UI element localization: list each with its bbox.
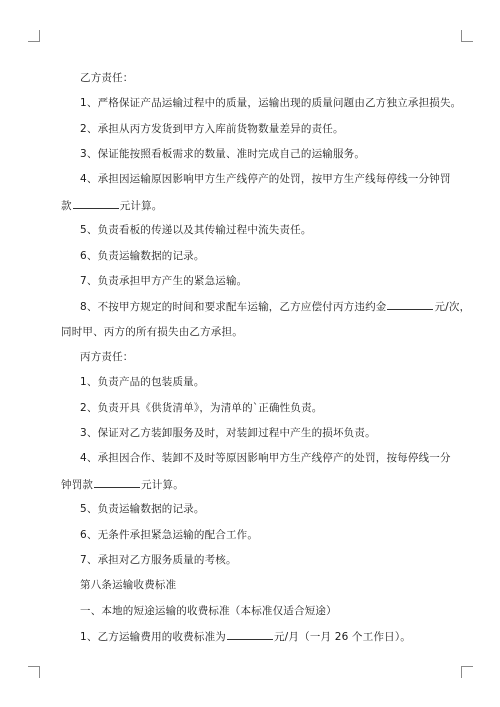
fill-in-blank xyxy=(387,299,433,310)
paragraph: 3、保证对乙方装卸服务及时，对装卸过程中产生的损坏负责。 xyxy=(80,427,376,439)
text-segment: 元/月（一月 26 个工作日）。 xyxy=(273,631,412,643)
paragraph: 一、本地的短途运输的收费标准（本标准仅适合短途） xyxy=(80,605,337,617)
crop-mark-top-right xyxy=(461,30,473,42)
section-heading-party-c: 丙方责任： xyxy=(80,351,134,363)
text-segment: 1、乙方运输费用的收费标准为 xyxy=(80,631,226,643)
section-heading-article-8: 第八条运输收费标准 xyxy=(80,579,177,591)
crop-mark-bottom-left xyxy=(28,666,40,678)
paragraph-continuation xyxy=(61,198,163,213)
crop-mark-top-left xyxy=(28,30,40,42)
paragraph: 2、负责开具《供货清单》，为清单的`正确性负责。 xyxy=(80,402,323,414)
fill-in-blank xyxy=(94,477,140,488)
paragraph: 6、无条件承担紧急运输的配合工作。 xyxy=(80,529,259,541)
paragraph-continuation: 同时甲、丙方的所有损失由乙方承担。 xyxy=(61,326,243,338)
text-segment: 元/次， xyxy=(434,301,471,313)
paragraph: 1、负责产品的包装质量。 xyxy=(80,376,205,388)
paragraph: 4、承担因运输原因影响甲方生产线停产的处罚，按甲方生产线每停线一分钟罚 xyxy=(80,173,451,185)
paragraph xyxy=(80,629,411,644)
paragraph: 1、严格保证产品运输过程中的质量，运输出现的质量问题由乙方独立承担损失。 xyxy=(80,97,462,109)
text-segment: 款 xyxy=(61,200,72,212)
paragraph: 2、承担从丙方发货到甲方入库前货物数量差异的责任。 xyxy=(80,123,344,135)
text-segment: 8、不按甲方规定的时间和要求配车运输，乙方应偿付丙方违约金 xyxy=(80,301,387,313)
section-heading-party-b: 乙方责任： xyxy=(80,72,134,84)
paragraph: 7、承担对乙方服务质量的考核。 xyxy=(80,554,237,566)
text-segment: 元计算。 xyxy=(141,479,184,491)
text-segment: 元计算。 xyxy=(119,200,163,212)
paragraph-continuation xyxy=(61,477,184,492)
paragraph: 6、负责运输数据的记录。 xyxy=(80,250,205,262)
fill-in-blank xyxy=(73,198,119,209)
paragraph: 5、负责运输数据的记录。 xyxy=(80,503,205,515)
paragraph: 3、保证能按照看板需求的数量、准时完成自己的运输服务。 xyxy=(80,148,366,160)
crop-mark-bottom-right xyxy=(461,666,473,678)
paragraph xyxy=(80,299,470,314)
paragraph: 5、负责看板的传递以及其传输过程中流失责任。 xyxy=(80,224,312,236)
text-segment: 钟罚款 xyxy=(61,479,94,491)
fill-in-blank xyxy=(227,629,273,640)
paragraph: 7、负责承担甲方产生的紧急运输。 xyxy=(80,275,248,287)
paragraph: 4、承担因合作、装卸不及时等原因影响甲方生产线停产的处罚，按每停线一分 xyxy=(80,452,451,464)
